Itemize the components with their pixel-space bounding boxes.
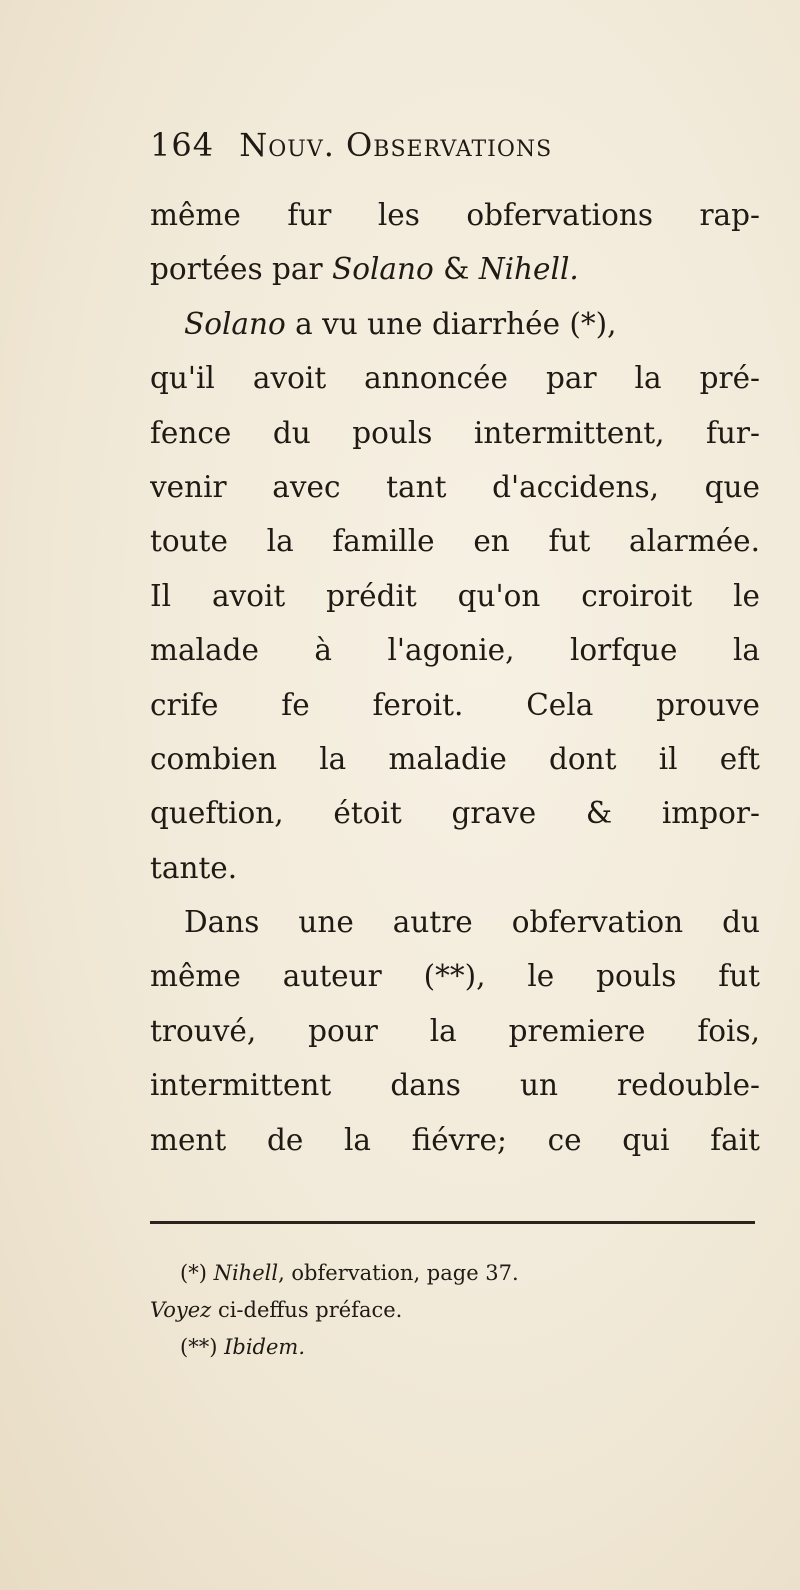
text-line: intermittent dans un redouble- — [150, 1068, 760, 1103]
footnote-text: Ibidem. — [224, 1335, 305, 1359]
text-segment: a vu une diarrhée (*), — [295, 306, 617, 341]
text-line — [150, 242, 760, 296]
text-line — [150, 297, 760, 351]
footnote — [150, 1329, 760, 1366]
text-line: queftion, étoit grave & impor- — [150, 796, 760, 831]
text-line: fence du pouls intermittent, fur- — [150, 415, 760, 450]
footnote-italic: Voyez — [150, 1298, 212, 1322]
footnote-author: Nihell — [213, 1261, 279, 1285]
text-line: crife fe feroit. Cela prouve — [150, 687, 760, 722]
running-header — [150, 126, 552, 164]
text-segment: portées par — [150, 252, 323, 287]
footnote-text: , obfervation, page 37. — [278, 1261, 519, 1285]
text-line: tante. — [150, 850, 238, 885]
text-line: Dans une autre obfervation du — [184, 905, 760, 940]
text-line: venir avec tant d'accidens, que — [150, 469, 760, 504]
footnote-marker: (**) — [180, 1335, 218, 1359]
text-line: qu'il avoit annoncée par la pré- — [150, 361, 760, 396]
footnote-separator — [150, 1221, 755, 1224]
ampersand: & — [443, 252, 470, 287]
page-number: 164 — [150, 126, 215, 164]
author-name: Solano — [332, 252, 434, 287]
footnote-continuation — [150, 1292, 760, 1329]
text-line: Il avoit prédit qu'on croiroit le — [150, 578, 760, 613]
running-title: Nouv. Observations — [239, 126, 553, 164]
author-name: Solano — [184, 306, 286, 341]
text-line: toute la famille en fut alarmée. — [150, 524, 760, 559]
text-line: ment de la fiévre; ce qui fait — [150, 1122, 760, 1157]
footnote-text: ci-deffus préface. — [217, 1298, 403, 1322]
text-line: trouvé, pour la premiere fois, — [150, 1013, 760, 1048]
main-text — [150, 188, 760, 1167]
footnotes — [150, 1255, 760, 1366]
author-name: Nihell. — [478, 252, 579, 287]
text-line: même auteur (**), le pouls fut — [150, 959, 760, 994]
footnote — [150, 1255, 760, 1292]
text-line: combien la maladie dont il eft — [150, 741, 760, 776]
text-line: malade à l'agonie, lorfque la — [150, 633, 760, 668]
text-line: même fur les obfervations rap- — [150, 198, 760, 232]
footnote-marker: (*) — [180, 1261, 207, 1285]
